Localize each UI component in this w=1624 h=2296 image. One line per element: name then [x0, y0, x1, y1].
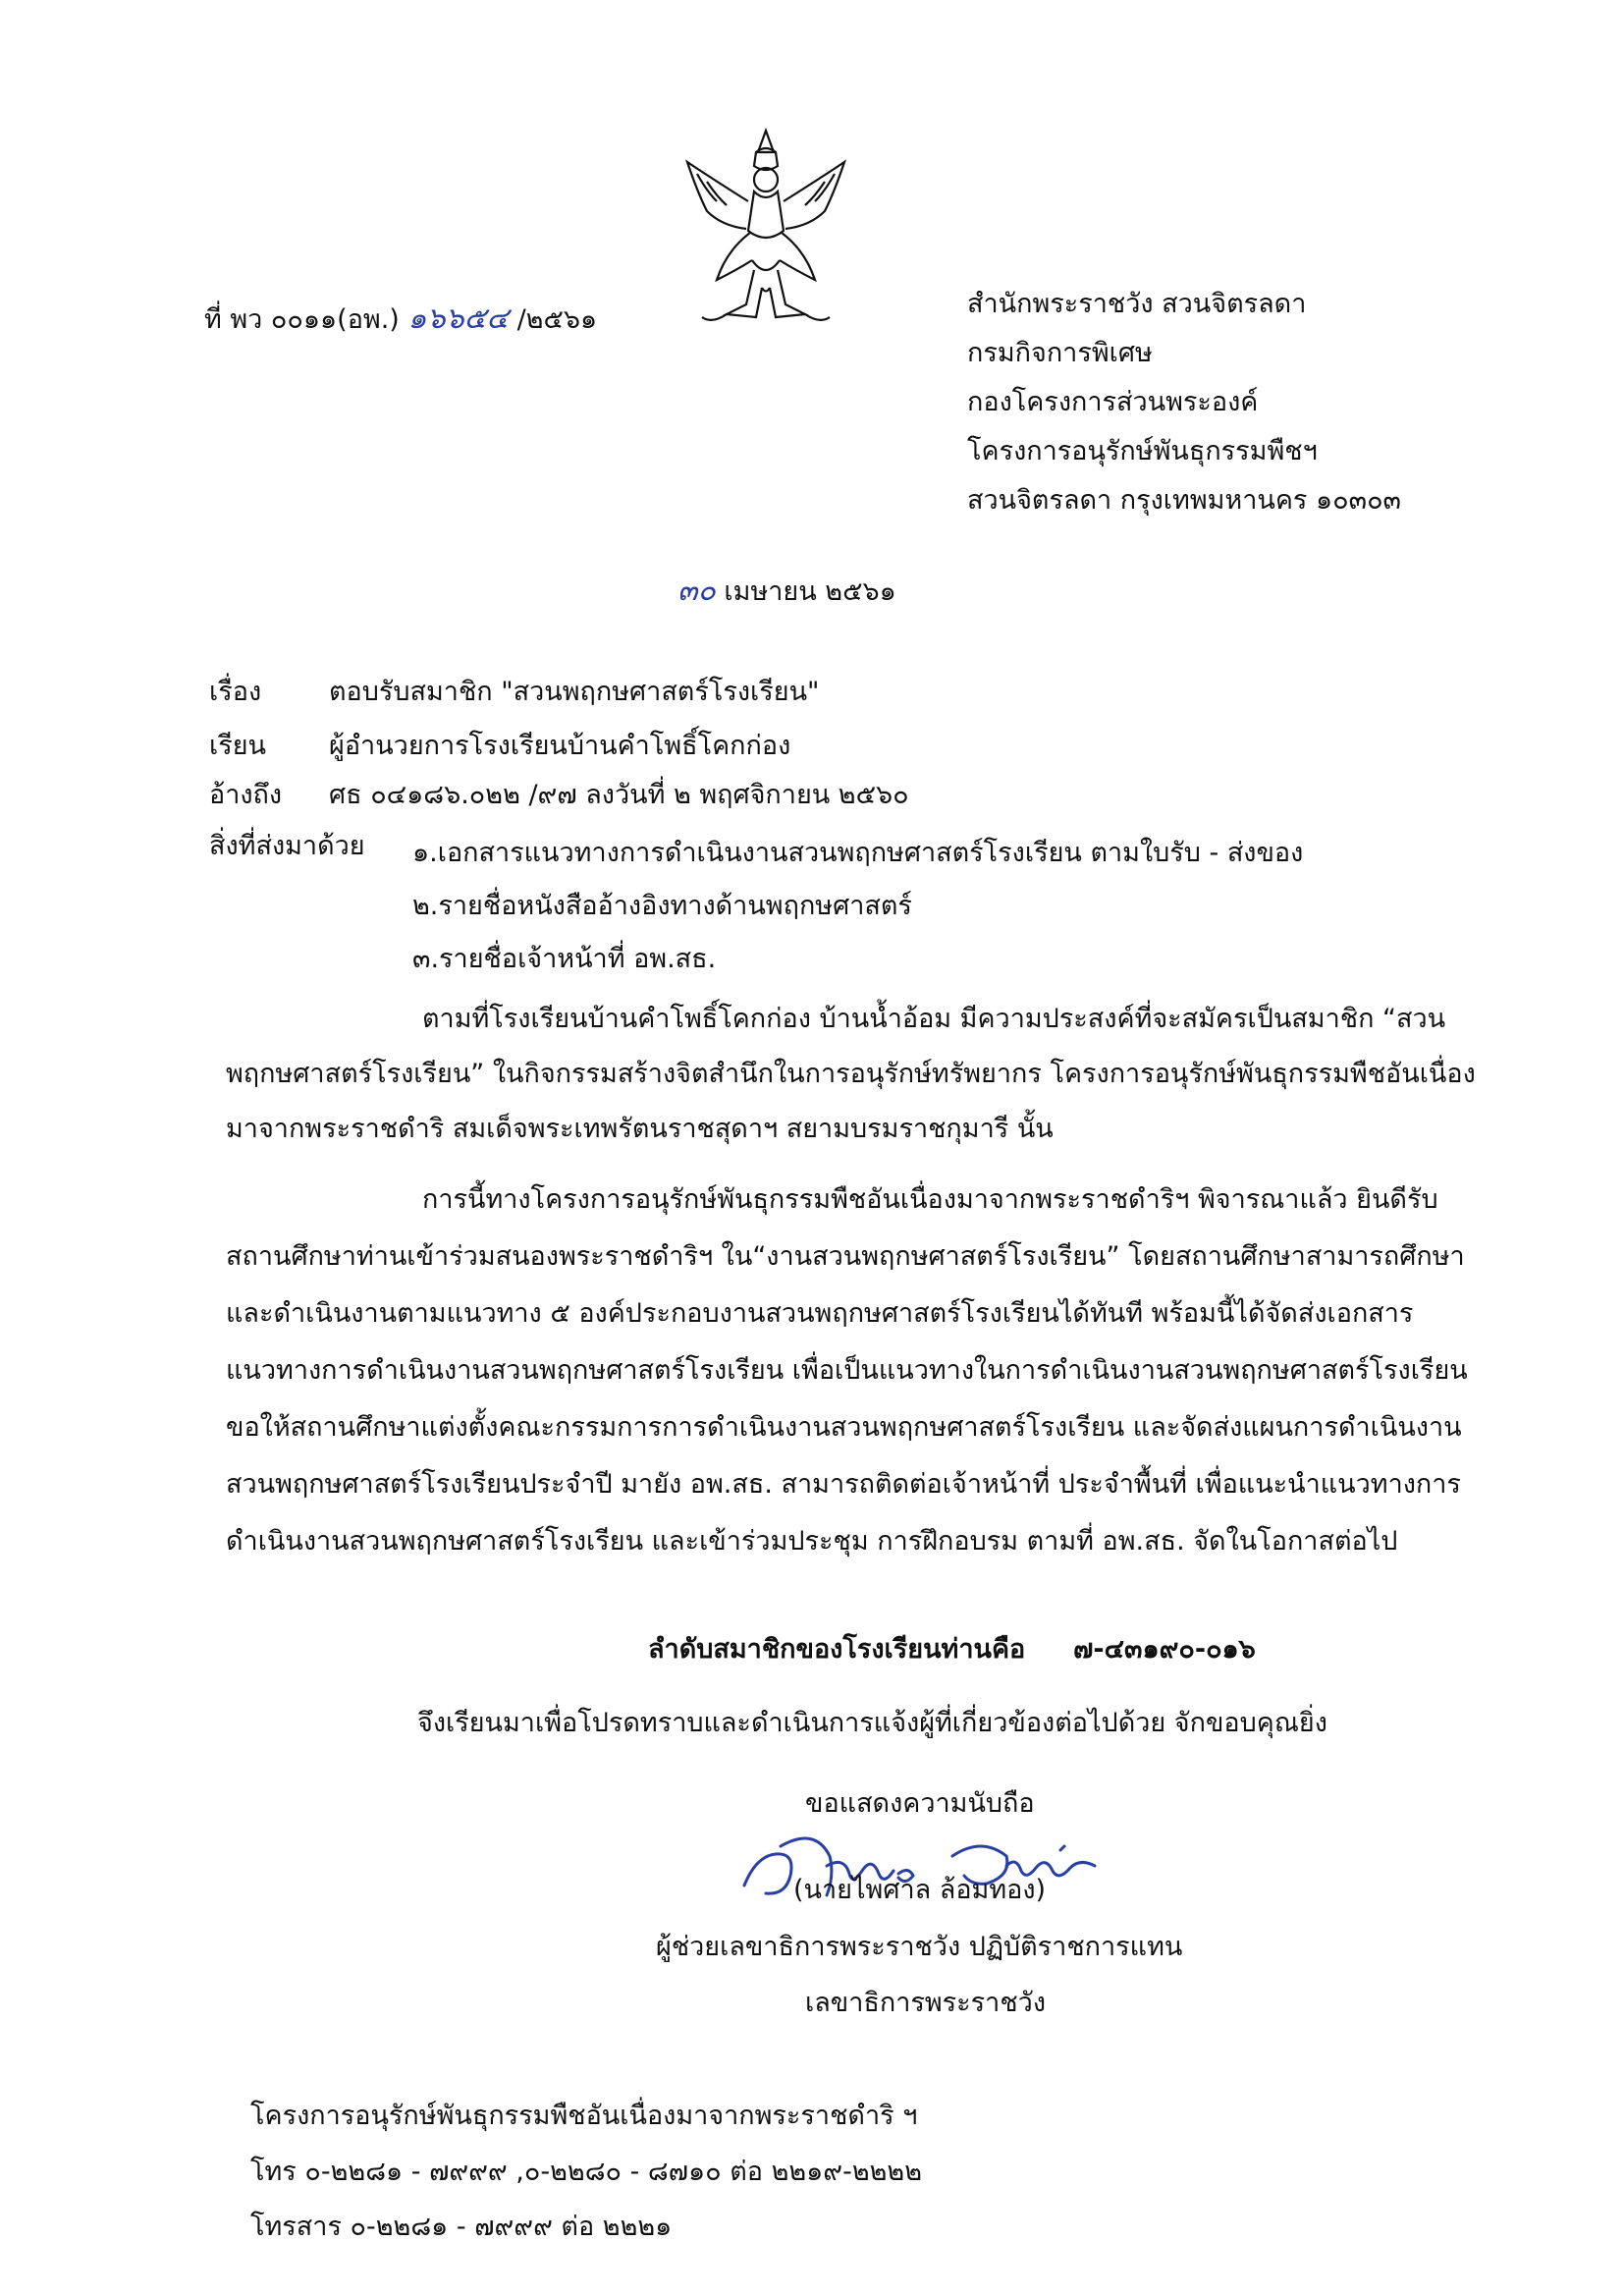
footer-org: โครงการอนุรักษ์พันธุกรรมพืชอันเนื่องมาจากพระราชดำริ ฯ [250, 2101, 918, 2131]
paragraph-1 [226, 992, 1492, 1157]
member-line [648, 1630, 1256, 1669]
to-label: เรียน [209, 731, 267, 761]
signatory-position: ผู้ช่วยเลขาธิการพระราชวัง ปฏิบัติราชการแทน [656, 1932, 1183, 1962]
signatory-position-2: เลขาธิการพระราชวัง [805, 1988, 1047, 2018]
ref-label: อ้างถึง [209, 780, 283, 810]
signatory-name: (นายไพศาล ล้อมทอง) [793, 1875, 1047, 1905]
sender-line: กรมกิจการพิเศษ [967, 338, 1153, 368]
sender-line: กองโครงการส่วนพระองค์ [967, 387, 1259, 417]
paragraph-2-text: การนี้ทางโครงการอนุรักษ์พันธุกรรมพืชอันเนื่องมาจากพระราชดำริฯ พิจารณาแล้ว ยินดีรับสถานศึกษาท่านเข้าร่วมสนองพระราชดำริฯ ใน“งานสวนพฤกษศาสตร์โรงเรียน” โดยสถานศึกษาสามารถศึกษาและดำเนินงานตามแนวทาง ๕ องค์ประกอบงานสวนพฤกษศาสตร์โรงเรียนได้ทันที พร้อมนี้ได้จัดส่งเอกสารแนวทางการดำเนินงานสวนพฤกษศาสตร์โรงเรียน เพื่อเป็นแนวทางในการดำเนินงานสวนพฤกษศาสตร์โรงเรียน ขอให้สถานศึกษาแต่งตั้งคณะกรรมการการดำเนินงานสวนพฤกษศาสตร์โรงเรียน และจัดส่งแผนการดำเนินงานสวนพฤกษศาสตร์โรงเรียนประจำปี มายัง อพ.สธ. สามารถติดต่อเจ้าหน้าที่ ประจำพื้นที่ เพื่อแนะนำแนวทางการดำเนินงานสวนพฤกษศาสตร์โรงเรียน และเข้าร่วมประชุม การฝึกอบรม ตามที่ อพ.สธ. จัดในโอกาสต่อไป [226, 1184, 1468, 1557]
enclosure-list [412, 827, 1303, 986]
garuda-emblem-icon [668, 123, 864, 334]
reference-year: /๒๕๖๑ [516, 304, 598, 335]
enclosure-item: ๓.รายชื่อเจ้าหน้าที่ อพ.สธ. [412, 944, 717, 974]
subject-label: เรื่อง [209, 677, 262, 707]
sender-address [967, 280, 1401, 525]
enclosure-item: ๑.เอกสารแนวทางการดำเนินงานสวนพฤกษศาสตร์โรงเรียน ตามใบรับ - ส่งของ [412, 838, 1304, 868]
reference-number-handwritten: ๑๖๖๕๔ [407, 301, 509, 336]
date-day-handwritten: ๓๐ [677, 574, 716, 608]
enclosure-label: สิ่งที่ส่งมาด้วย [209, 831, 365, 861]
reference-line [204, 300, 597, 340]
paragraph-1-text: ตามที่โรงเรียนบ้านคำโพธิ์โคกก่อง บ้านน้ำอ้อม มีความประสงค์ที่จะสมัครเป็นสมาชิก “สวนพฤกษศาสตร์โรงเรียน” ในกิจกรรมสร้างจิตสำนึกในการอนุรักษ์ทรัพยากร โครงการอนุรักษ์พันธุกรรมพืชอันเนื่องมาจากพระราชดำริ สมเด็จพระเทพรัตนราชสุดาฯ สยามบรมราชกุมารี นั้น [226, 1004, 1476, 1144]
member-number: ๗-๔๓๑๙๐-๐๑๖ [1073, 1634, 1256, 1665]
recipient: ผู้อำนวยการโรงเรียนบ้านคำโพธิ์โคกก่อง [329, 731, 791, 761]
closing-sentence: จึงเรียนมาเพื่อโปรดทราบและดำเนินการแจ้งผู้ที่เกี่ยวข้องต่อไปด้วย จักขอบคุณยิ่ง [417, 1708, 1327, 1738]
reference-prefix: ที่ พว ๐๐๑๑(อพ.) [204, 304, 400, 335]
paragraph-2 [226, 1172, 1492, 1570]
footer-fax: โทรสาร ๐-๒๒๘๑ - ๗๙๙๙ ต่อ ๒๒๒๑ [250, 2212, 673, 2242]
ref-text: ศธ ๐๔๑๘๖.๐๒๒ /๙๗ ลงวันที่ ๒ พฤศจิกายน ๒๕๖๐ [329, 780, 909, 810]
regards: ขอแสดงความนับถือ [805, 1788, 1035, 1819]
sender-line: โครงการอนุรักษ์พันธุกรรมพืชฯ [967, 436, 1318, 466]
footer-phone: โทร ๐-๒๒๘๑ - ๗๙๙๙ ,๐-๒๒๘๐ - ๘๗๑๐ ต่อ ๒๒๑๙-๒๒๒๒ [250, 2157, 923, 2187]
subject: ตอบรับสมาชิก "สวนพฤกษศาสตร์โรงเรียน" [329, 677, 820, 707]
date-month-year: เมษายน ๒๕๖๑ [724, 576, 896, 607]
member-label: ลำดับสมาชิกของโรงเรียนท่านคือ [648, 1634, 1026, 1665]
letter-date [677, 572, 896, 612]
sender-line: สวนจิตรลดา กรุงเทพมหานคร ๑๐๓๐๓ [967, 485, 1402, 516]
sender-line: สำนักพระราชวัง สวนจิตรลดา [967, 289, 1307, 319]
enclosure-item: ๒.รายชื่อหนังสืออ้างอิงทางด้านพฤกษศาสตร์ [412, 891, 912, 921]
